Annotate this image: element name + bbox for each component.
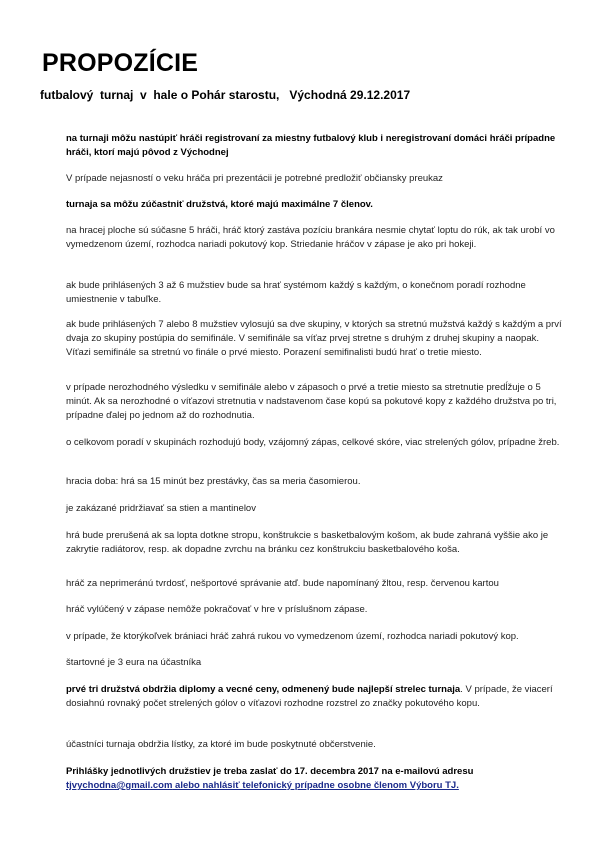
paragraph-ranking: o celkovom poradí v skupinách rozhodujú body, vzájomný zápas, celkové skóre, viac strelených gólov, prípadne žreb. (66, 437, 560, 448)
prizes-bold-text: prvé tri družstvá obdržia diplomy a vecné ceny, odmenený bude najlepší strelec turnaja (66, 684, 461, 695)
paragraph-groups: ak bude prihlásených 7 alebo 8 mužstiev vylosujú sa dve skupiny, v ktorých sa stretnú mužstvá každý s každým a prví dvaja zo skupiny postúpia do semifinále. V semifinále sa víťaz prvej stretne s druhým z druhej skupiny a naopak. Víťazi semifinále sa stretnú vo finále o prvé miesto. Porazení semifinalisti budú hrať o tretie miesto. (66, 319, 562, 358)
registration-after-text: alebo nahlásiť telefonický prípadne osobne členom Výboru TJ. (172, 780, 459, 791)
paragraph-prizes (66, 683, 566, 711)
paragraph-handball: v prípade, že ktorýkoľvek brániaci hráč zahrá rukou vo vymedzenom území, rozhodca nariadi pokutový kop. (66, 631, 519, 642)
paragraph-team-size: turnaja sa môžu zúčastniť družstvá, ktoré majú maximálne 7 členov. (66, 199, 373, 210)
email-link[interactable]: tjvychodna@gmail.com (66, 780, 173, 791)
document-subtitle: futbalový turnaj v hale o Pohár starostu, Východná 29.12.2017 (40, 88, 411, 102)
paragraph-walls: je zakázané pridržiavať sa stien a mantinelov (66, 503, 256, 514)
paragraph-entry-fee: štartovné je 3 eura na účastníka (66, 657, 202, 668)
paragraph-id-card: V prípade nejasností o veku hráča pri prezentácii je potrebné predložiť občiansky preukaz (66, 173, 443, 184)
paragraph-match-duration: hracia doba: hrá sa 15 minút bez prestávky, čas sa meria časomierou. (66, 476, 361, 487)
paragraph-ceiling: hrá bude prerušená ak sa lopta dotkne stropu, konštrukcie s basketbalovým košom, ak bude zahraná vyššie ako je zakrytie radiátorov, resp. ak dopadne zvrchu na bránku cez konštrukciu basketbalového koša. (66, 530, 549, 555)
paragraph-registration (66, 765, 566, 793)
paragraph-cards: hráč za neprimeránú tvrdosť, nešportové správanie atď. bude napomínaný žltou, resp. červenou kartou (66, 578, 499, 589)
paragraph-refreshments: účastníci turnaja obdržia lístky, za ktoré im bude poskytnuté občerstvenie. (66, 739, 376, 750)
paragraph-tiebreak: v prípade nerozhodného výsledku v semifinále alebo v zápasoch o prvé a tretie miesto sa stretnutie predĺžuje o 5 minút. Ak sa nerozhodné o víťazovi stretnutia v nadstavenom čase kopú sa pokutové kopy z každého družstva po tri, prípadne ďalej po jednom až do rozhodnutia. (66, 382, 557, 421)
paragraph-round-robin: ak bude prihlásených 3 až 6 mužstiev bude sa hrať systémom každý s každým, o konečnom poradí rozhodne umiestnenie v tabuľke. (66, 280, 526, 305)
document-title: PROPOZÍCIE (42, 49, 199, 77)
paragraph-eligibility: na turnaji môžu nastúpiť hráči registrovaní za miestny futbalový klub i neregistrovaní domáci hráči prípadne hráči, ktorí majú pôvod z Východnej (66, 133, 556, 158)
prizes-text: . V prípade, že viacerí dosiahnú rovnaký počet strelených gólov o víťazovi rozhodne rozstrel zo značky pokutového kopu. (66, 684, 553, 709)
paragraph-ejection: hráč vylúčený v zápase nemôže pokračovať v hre v príslušnom zápase. (66, 604, 368, 615)
paragraph-players-on-field: na hracej ploche sú súčasne 5 hráči, hráč ktorý zastáva pozíciu brankára nesmie chytať loptu do rúk, ak tak urobí vo vymedzenom území, rozhodca nariadi pokutový kop. Striedanie hráčov v zápase je ako pri hokeji. (66, 225, 555, 250)
registration-text: Prihlášky jednotlivých družstiev je treba zaslať do 17. decembra 2017 na e-mailovú adresu (66, 766, 474, 777)
